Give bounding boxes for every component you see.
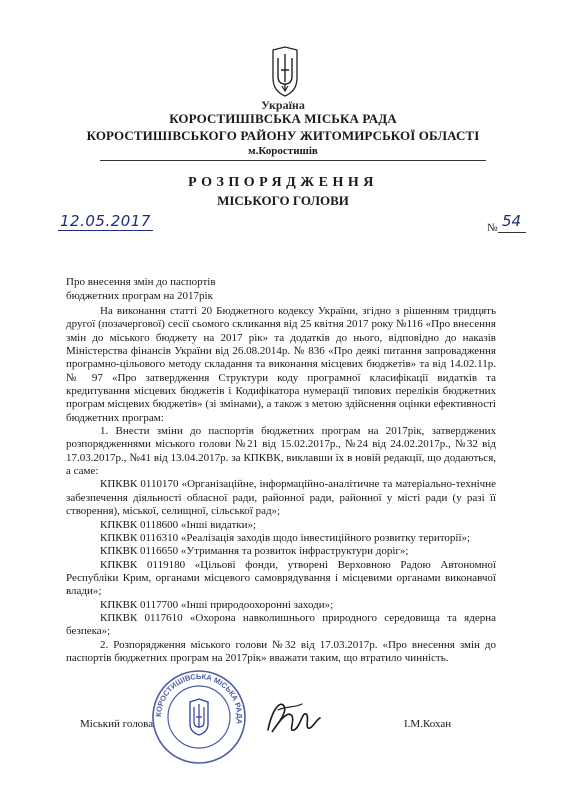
kpkvk-entry: КПКВК 0110170 «Організаційне, інформаційно-аналітичне та матеріально-технічне забезпечення діяльності обласної ради, районної ради, районної у місті ради (у разі її створення), міської, селищної, сільської рад»;	[66, 478, 496, 518]
document-number: 54	[502, 212, 522, 230]
city-name: м.Коростишів	[248, 145, 318, 157]
official-seal-icon	[150, 668, 248, 766]
document-subtitle: МІСЬКОГО ГОЛОВИ	[217, 193, 349, 208]
document-body	[66, 305, 496, 665]
kpkvk-entry: КПКВК 0116650 «Утримання та розвиток інфраструктури доріг»;	[100, 545, 409, 558]
item-1-paragraph: 1. Внести зміни до паспортів бюджетних програм на 2017рік, затверджених розпорядженнями міського голови №21 від 15.02.2017р., №24 від 24.02.2017р., №32 від 17.03.2017р., №41 від 13.04.2017р. за КПКВК, виклавши їх в новій редакції, що додаються, а саме:	[66, 425, 496, 478]
number-underline	[498, 232, 526, 233]
preamble-paragraph: На виконання статті 20 Бюджетного кодексу України, згідно з рішенням тридцять другої (позачергової) сесії сьомого скликання від 25 квітня 2017 року №116 «Про внесення змін до міського бюджету на 2017 рік» та додатків до нього, відповідно до наказів Міністерства фінансів України від 26.08.2014р. № 836 «Про деякі питання запровадження програмно-цільового методу складання та виконання місцевих бюджетів» та від 14.02.11р. № 97 «Про затвердження Структури коду програмної класифікації видатків та кредитування місцевих бюджетів і Кодифікатора нумерації типових переліків бюджетних програм місцевих бюджетів» (зі змінами), а також з метою здійснення оцінки ефективності бюджетних програм:	[66, 305, 496, 424]
number-label: №	[487, 222, 498, 234]
header-divider	[100, 160, 486, 161]
document-title: РОЗПОРЯДЖЕННЯ	[188, 175, 378, 190]
kpkvk-entry: КПКВК 0116310 «Реалізація заходів щодо інвестиційного розвитку території»;	[100, 531, 471, 544]
kpkvk-entry: КПКВК 0119180 «Цільові фонди, утворені Верховною Радою Автономної Республіки Крим, органами місцевого самоврядування і місцевими органами виконавчої влади»;	[66, 558, 496, 598]
council-region: КОРОСТИШІВСЬКОГО РАЙОНУ ЖИТОМИРСЬКОЇ ОБЛАСТІ	[86, 128, 480, 143]
trident-icon	[270, 46, 300, 98]
document-subject	[66, 275, 286, 303]
kpkvk-entry: КПКВК 0118600 «Інші видатки»;	[100, 518, 257, 531]
item-2-paragraph: 2. Розпорядження міського голови №32 від 17.03.2017р. «Про внесення змін до паспортів бюджетних програм на 2017рік» вважати таким, що втратило чинність.	[66, 638, 496, 664]
country-name: Україна	[261, 98, 305, 112]
kpkvk-entry: КПКВК 0117610 «Охорона навколишнього природного середовища та ядерна безпека»;	[66, 611, 496, 638]
document-date: 12.05.2017	[60, 212, 151, 230]
handwritten-signature	[258, 696, 328, 742]
signatory-name: І.М.Кохан	[404, 718, 452, 730]
signatory-position: Міський голова	[80, 718, 154, 730]
seal-text: КОРОСТИШІВСЬКА МІСЬКА РАДА	[153, 671, 245, 725]
kpkvk-entry: КПКВК 0117700 «Інші природоохоронні заходи»;	[100, 598, 334, 611]
subject-line: бюджетних програм на 2017рік	[66, 290, 213, 302]
council-name: КОРОСТИШІВСЬКА МІСЬКА РАДА	[169, 111, 397, 126]
subject-line: Про внесення змін до паспортів	[66, 276, 216, 288]
